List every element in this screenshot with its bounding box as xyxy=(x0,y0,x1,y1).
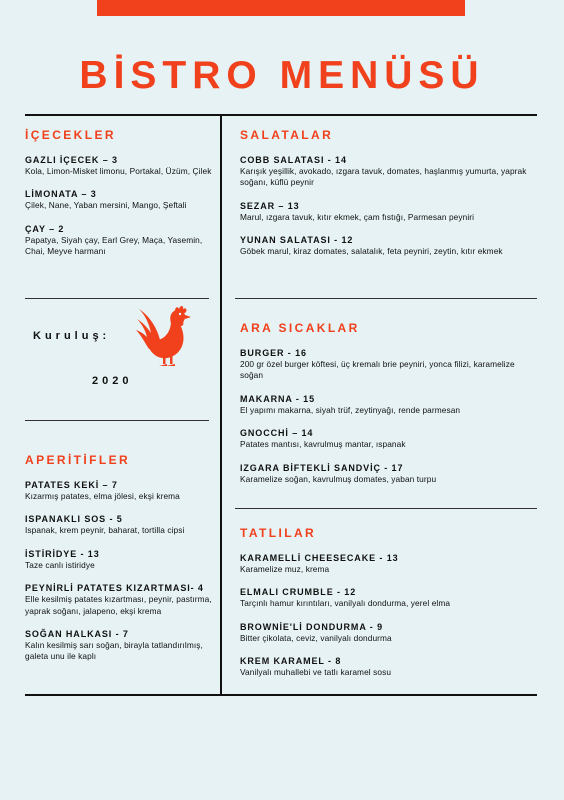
item-name: KREM KARAMEL - 8 xyxy=(240,656,342,667)
item-name: İSTİRİDYE - 13 xyxy=(25,548,100,559)
item-description: El yapımı makarna, siyah trüf, zeytinyağı, rende parmesan xyxy=(240,404,461,415)
item-description: Kola, Limon-Misket limonu, Portakal, Üzüm, Çilek xyxy=(25,166,212,176)
item-name: GAZLI İÇECEK – 3 xyxy=(25,155,118,165)
item-name: ÇAY – 2 xyxy=(25,223,65,234)
left-divider-1 xyxy=(25,298,209,299)
item-name: PEYNİRLİ PATATES KIZARTMASI- 4 xyxy=(25,583,204,594)
center-divider xyxy=(220,114,222,696)
item-name: PATATES KEKİ – 7 xyxy=(25,480,118,490)
desserts-section xyxy=(240,526,537,690)
menu-item xyxy=(25,479,215,502)
item-name: BROWNİE'Lİ DONDURMA - 9 xyxy=(240,621,383,632)
right-divider-2 xyxy=(235,508,537,509)
menu-item xyxy=(25,548,215,571)
item-name: MAKARNA - 15 xyxy=(240,393,315,404)
item-name: YUNAN SALATASI - 12 xyxy=(240,235,354,246)
top-divider xyxy=(25,114,537,116)
item-description: 200 gr özel burger köftesi, üç kremalı brie peyniri, yonca filizi, karamelize soğan xyxy=(240,359,515,381)
left-divider-2 xyxy=(25,420,209,421)
established-label: Kuruluş: xyxy=(33,330,111,342)
menu-item xyxy=(25,188,215,211)
item-name: BURGER - 16 xyxy=(240,348,307,358)
section-title: ARA SICAKLAR xyxy=(240,321,360,335)
menu-item xyxy=(240,586,537,609)
item-description: Karamelize soğan, kavrulmuş domates, yaban turpu xyxy=(240,473,437,484)
menu-item xyxy=(240,200,537,223)
item-description: Tarçınlı hamur kırıntıları, vanilyalı dondurma, yerel elma xyxy=(240,598,451,609)
section-title: APERİTİFLER xyxy=(25,453,131,467)
menu-item xyxy=(240,621,537,644)
item-description: Vanilyalı muhallebi ve tatlı karamel sosu xyxy=(240,667,392,678)
hot-dishes-section xyxy=(240,321,537,496)
menu-title: BİSTRO MENÜSÜ xyxy=(79,54,485,97)
appetizers-section xyxy=(25,453,215,674)
item-name: ELMALI CRUMBLE - 12 xyxy=(240,587,357,598)
rooster-icon xyxy=(135,305,193,367)
item-name: COBB SALATASI - 14 xyxy=(240,155,347,165)
menu-item xyxy=(25,513,215,536)
top-accent-bar xyxy=(97,0,465,16)
menu-item xyxy=(240,347,537,382)
menu-item xyxy=(240,427,537,450)
item-description: Bitter çikolata, ceviz, vanilyalı dondurma xyxy=(240,632,392,643)
menu-item xyxy=(240,552,537,575)
item-name: ISPANAKLI SOS - 5 xyxy=(25,514,123,525)
item-description: Karamelize muz, krema xyxy=(240,564,330,574)
item-name: IZGARA BİFTEKLİ SANDVİÇ - 17 xyxy=(240,462,404,473)
established-year: 2020 xyxy=(92,375,133,387)
menu-item xyxy=(25,582,215,617)
item-description: Karışık yeşillik, avokado, ızgara tavuk, domates, haşlanmış yumurta, yaprak soğanı, küflü peynir xyxy=(240,166,527,188)
item-description: Göbek marul, kiraz domates, salatalık, feta peyniri, zeytin, kıtır ekmek xyxy=(240,246,503,257)
right-divider-1 xyxy=(235,298,537,299)
menu-item xyxy=(240,154,537,189)
menu-item xyxy=(25,628,215,663)
item-name: LİMONATA – 3 xyxy=(25,189,97,200)
section-title: İÇECEKLER xyxy=(25,128,116,142)
item-description: Patates mantısı, kavrulmuş mantar, ıspanak xyxy=(240,439,406,450)
section-title: SALATALAR xyxy=(240,128,334,142)
item-description: Papatya, Siyah çay, Earl Grey, Maça, Yasemin, Chai, Meyve harmanı xyxy=(25,234,203,257)
item-description: Taze canlı istiridye xyxy=(25,559,95,570)
item-description: Kızarmış patates, elma jölesi, ekşi krema xyxy=(25,491,180,501)
item-name: SEZAR – 13 xyxy=(240,200,300,211)
item-name: GNOCCHİ – 14 xyxy=(240,428,314,439)
drinks-section xyxy=(25,128,215,269)
item-description: Marul, ızgara tavuk, kıtır ekmek, çam fıstığı, Parmesan peyniri xyxy=(240,211,475,222)
item-name: SOĞAN HALKASI - 7 xyxy=(25,629,129,640)
salads-section xyxy=(240,128,537,269)
item-description: Çilek, Nane, Yaban mersini, Mango, Şeftali xyxy=(25,200,187,211)
menu-item xyxy=(240,655,537,678)
menu-item xyxy=(240,393,537,416)
menu-item xyxy=(25,223,215,258)
item-description: Ispanak, krem peynir, baharat, tortilla cipsi xyxy=(25,525,185,536)
item-name: KARAMELLİ CHEESECAKE - 13 xyxy=(240,553,399,563)
menu-item xyxy=(240,234,537,257)
menu-item xyxy=(240,462,537,485)
section-title: TATLILAR xyxy=(240,526,317,540)
bottom-divider xyxy=(25,694,537,696)
item-description: Kalın kesilmiş sarı soğan, birayla tatlandırılmış, galeta unu ile kaplı xyxy=(25,640,203,662)
item-description: Elle kesilmiş patates kızartması, peynir, pastırma, yaprak soğanı, jalapeno, ekşi krema xyxy=(25,594,212,616)
menu-item xyxy=(25,154,215,177)
